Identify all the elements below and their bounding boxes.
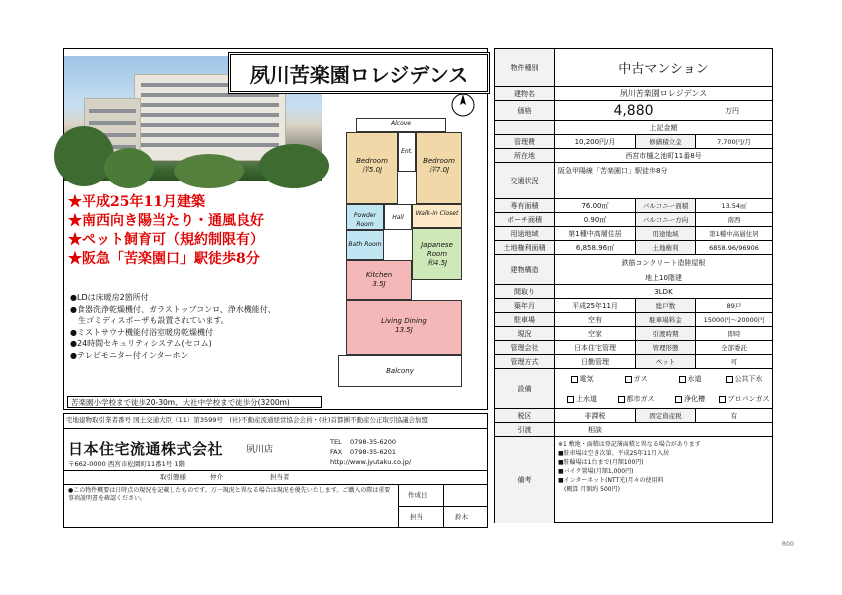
remark-line: ■駐輪場は1台まで(月額100円) <box>558 459 644 466</box>
plan-alcove: Alcove <box>356 118 446 132</box>
feature-item: ★南西向き陽当たり・通風良好 <box>68 213 264 229</box>
plan-japanese-room <box>412 228 462 280</box>
current-status: 空家 <box>588 329 602 338</box>
facility-item: ガス <box>633 375 648 383</box>
feature-list <box>68 193 338 269</box>
plan-ent: Ent. <box>398 132 416 172</box>
parking: 空有 <box>588 315 602 324</box>
plan-balcony: Balcony <box>338 355 462 387</box>
delivery-time: 即時 <box>695 327 772 340</box>
plan-living-label: Living Dining <box>381 317 427 325</box>
property-tax: 有 <box>695 409 772 422</box>
checkbox-icon <box>618 396 625 403</box>
plan-powder: Powder Room <box>346 204 384 230</box>
checkbox-icon <box>567 396 574 403</box>
facility-item: 公共下水 <box>734 375 763 383</box>
company-address: 〒662-0000 西宮市松園町11番1号 1階 <box>68 460 185 468</box>
floor-area: 76.00㎡ <box>581 201 609 210</box>
total-units: 89戸 <box>695 299 772 312</box>
plan-bedroom-2-size: 洋7.0J <box>428 166 450 174</box>
price-unit: 万円 <box>725 106 739 115</box>
disclaimer-text: ●この物件概要は日時点の現況を記載したものです。万一現況と異なる場合は現況を優先いたします。ご購入の際は重要事項説明書を確認ください。 <box>68 487 391 502</box>
staff-label: 担当者 <box>270 473 290 481</box>
fax-label: FAX <box>330 448 343 456</box>
checkbox-icon <box>679 376 686 383</box>
land-area: 6,858.96㎡ <box>575 243 615 252</box>
balcony-area: 13.54㎡ <box>695 199 772 212</box>
feature-item: ★平成25年11月建築 <box>68 194 205 210</box>
property-detail-table: 物件種別 中古マンション 建物名 夙川苦楽園ロレジデンス 価格 4,880 万円 上記金額 管理費 10,200円/月 修繕積立金 7,700円/月 所在地 西宮市樋之池町11番8号 交通状況 阪急甲陽線「苦楽園口」駅徒歩8分 専有面積 76.00㎡ バルコニー面積 13.54㎡ ポーチ面積 0.90㎡ バルコニー方向 南西 用途地域 第1種中高層住居 用途地域 第1種中高層住居 土地権利面積 6,858.96㎡ 土地権利 6858.96/96906 建物構造 鉄筋コンクリート造陸屋根 地上10階建 間取り 3LDK 築年月 平成25年11月 総戸数 89戸 駐車場 空有 駐車場料金 15000円～20000円 現況 空家 引渡時期 即時 管理会社 日本住宅管理 管理形態 全部委託 管理方式 日勤管理 ペット 可 設備 電気 ガス 水道 公共下水 上水道 都市ガス 浄化槽 プロパンガス 税区 非課税 固定資産税 有 引渡 相談 備考 ※1 敷地・面積は登記簿面積と異なる場合があります ■駐車場は空き次第、平成25年11月入居 ■駐輪場は1台まで(月額100円) ■バイク置場(月額1,000円) ■インターネット(NTT光)月々の使用料 (概算 月額約 500円) <box>494 48 773 523</box>
fax-number: 0798-35-6201 <box>350 448 397 456</box>
plan-bedroom-1-label: Bedroom <box>356 157 388 165</box>
management-type: 全部委託 <box>695 341 772 354</box>
management-fee: 10,200円/月 <box>574 137 616 146</box>
zoning: 第1種中高層住居 <box>568 229 622 238</box>
plan-bath: Bath Room <box>346 230 384 260</box>
equipment-item: ●食器洗浄乾燥機付、ガラストップコンロ、浄水機能付、 <box>70 304 276 314</box>
plan-bedroom-1 <box>346 132 398 204</box>
tel-label: TEL <box>330 438 342 446</box>
remark-line: ※1 敷地・面積は登記簿面積と異なる場合があります <box>558 441 701 448</box>
feature-item: ★阪急「苦楽園口」駅徒歩8分 <box>68 251 260 267</box>
price: 4,880 <box>613 102 654 119</box>
checkbox-icon <box>625 376 632 383</box>
plan-living-dining <box>346 300 462 355</box>
equipment-list <box>70 292 340 361</box>
plan-japanese-label: Japanese Room <box>421 241 453 258</box>
company-url[interactable]: http://www.jyutaku.co.jp/ <box>330 458 412 466</box>
management-company: 日本住宅管理 <box>574 343 616 352</box>
company-name: 日本住宅流通株式会社 <box>68 440 224 458</box>
compass-icon <box>450 92 476 118</box>
balcony-direction: 南西 <box>695 213 772 226</box>
remark-line: ■バイク置場(月額1,000円) <box>558 468 634 475</box>
company-branch: 夙川店 <box>246 445 274 455</box>
structure: 鉄筋コンクリート造陸屋根 <box>621 258 706 267</box>
management-method: 日勤管理 <box>581 357 609 366</box>
equipment-item: ●24時間セキュリティシステム(セコム) <box>70 339 212 348</box>
plan-kitchen-label: Kitchen <box>365 271 393 279</box>
floor-plan <box>336 118 464 390</box>
built-date: 平成25年11月 <box>572 301 618 310</box>
plan-hall: Hall <box>384 204 412 230</box>
delivery-terms: 相談 <box>588 425 602 434</box>
transaction-label: 取引態様 <box>160 473 186 481</box>
transport-info: 阪急甲陽線「苦楽園口」駅徒歩8分 <box>558 167 668 175</box>
plan-wic: Walk-in Closet <box>412 204 462 228</box>
license-text: 宅地建物取引業者番号 国土交通大臣（11）第3599号 (社)不動産流通経営協会会員・(社)首都圏不動産公正取引協議会加盟 <box>66 416 429 424</box>
plan-kitchen <box>346 260 412 300</box>
row-type: 物件種別 中古マンション <box>495 49 772 87</box>
facility-item: 電気 <box>579 375 594 383</box>
facility-item: 水道 <box>687 375 702 383</box>
equipment-item: ●ミストサウナ機能付浴室暖房乾燥機付 <box>70 327 213 337</box>
checkbox-icon <box>726 376 733 383</box>
zoning-2: 第1種中高層住居 <box>695 227 772 240</box>
remark-line: ■インターネット(NTT光)月々の使用料 <box>558 477 664 484</box>
stamp-label: 担当 <box>410 513 423 521</box>
checkbox-icon <box>719 396 726 403</box>
checkbox-icon <box>571 376 578 383</box>
school-info: 苦楽園小学校まで徒歩20-30m、大社中学校まで徒歩分(3200m) <box>67 396 322 408</box>
facility-item: プロパンガス <box>727 395 770 403</box>
equipment-item: ●テレビモニター付インターホン <box>70 350 189 360</box>
checkbox-icon <box>675 396 682 403</box>
equipment-item: ●LDは床暖房2箇所付 <box>70 293 149 302</box>
tax-status: 非課税 <box>584 411 606 420</box>
plan-japanese-size: 和4.5J <box>426 259 448 267</box>
date-label: 作成日 <box>408 491 428 499</box>
layout: 3LDK <box>654 287 673 296</box>
property-title: 夙川苦楽園ロレジデンス <box>228 52 490 94</box>
plan-bedroom-2-label: Bedroom <box>423 157 455 165</box>
property-address: 西宮市樋之池町11番8号 <box>625 151 702 160</box>
price-note: 上記金額 <box>649 123 678 132</box>
property-type: 中古マンション <box>618 62 709 77</box>
pet-allowed: 可 <box>695 355 772 368</box>
building-name: 夙川苦楽園ロレジデンス <box>619 89 708 98</box>
plan-bedroom-2 <box>416 132 462 204</box>
facility-item: 都市ガス <box>626 395 655 403</box>
repair-reserve: 7,700円/月 <box>695 135 772 148</box>
tel-number: 0798-35-6200 <box>350 438 397 446</box>
facility-item: 上水道 <box>576 395 597 403</box>
stamp-name: 鈴木 <box>455 513 468 521</box>
remarks <box>558 440 770 494</box>
plan-living-size: 13.5J <box>395 326 413 334</box>
feature-item: ★ペット飼育可（規約制限有） <box>68 232 264 248</box>
remark-line: ■駐車場は空き次第、平成25年11月入居 <box>558 450 669 457</box>
plan-kitchen-size: 3.5J <box>372 280 386 288</box>
document-code: R00 <box>782 541 794 548</box>
porch-area: 0.90㎡ <box>583 215 607 224</box>
parking-fee: 15000円～20000円 <box>695 313 772 326</box>
facility-item: 浄化槽 <box>684 395 705 403</box>
floors: 地上10階建 <box>645 273 682 282</box>
transaction-type: 仲介 <box>210 473 223 481</box>
remark-line: (概算 月額約 500円) <box>558 486 620 493</box>
land-rights: 6858.96/96906 <box>695 241 772 254</box>
plan-bedroom-1-size: 洋5.0J <box>361 166 383 174</box>
equipment-item: 生ゴミディスポーザも設置されています。 <box>70 316 229 325</box>
